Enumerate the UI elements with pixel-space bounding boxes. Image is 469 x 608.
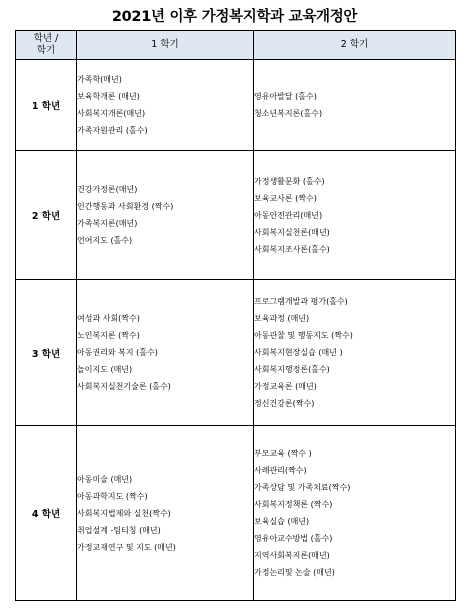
course-item: 사회복지현장실습 (매년 )	[254, 348, 343, 357]
semester-1-cell	[77, 280, 254, 426]
header-year-semester	[16, 31, 77, 60]
year-cell: 3 학년	[16, 280, 77, 426]
course-item: 가족자원관리 (홀수)	[77, 126, 148, 135]
header-year-semester-line1: 학년 /	[33, 33, 59, 44]
table-row	[16, 60, 456, 151]
header-semester-2: 2 학기	[254, 31, 456, 60]
course-item: 가정교육론 (매년)	[254, 382, 317, 391]
course-item: 놀이지도 (매년)	[77, 365, 133, 374]
semester-2-cell	[254, 280, 456, 426]
semester-2-cell	[254, 60, 456, 151]
course-item: 가정생활문화 (홀수)	[254, 176, 325, 186]
table-row	[16, 426, 456, 601]
semester-2-cell	[254, 151, 456, 280]
course-item: 사회복지실천기술론 (홀수)	[77, 382, 171, 391]
course-item: 사회복지행정론(홀수)	[254, 365, 330, 374]
course-list	[254, 173, 455, 258]
table-body	[16, 60, 456, 601]
year-cell: 2 학년	[16, 151, 77, 280]
course-item: 취업설계 -팀티칭 (매년)	[77, 525, 161, 535]
course-item: 아동권리와 복지 (홀수)	[77, 348, 158, 357]
course-item: 노인복지론 (짝수)	[77, 331, 140, 340]
course-item: 사회복지법제와 실천(짝수)	[77, 508, 171, 518]
year-cell: 4 학년	[16, 426, 77, 601]
curriculum-table	[15, 30, 456, 601]
table-row	[16, 151, 456, 280]
table-header-row	[16, 31, 456, 60]
course-item: 부모교육 (짝수 )	[254, 449, 312, 458]
course-list	[77, 181, 253, 249]
semester-1-cell	[77, 151, 254, 280]
course-item: 보육학개론 (매년)	[77, 92, 140, 101]
course-list	[77, 310, 253, 395]
course-item: 아동안전관리(매년)	[254, 210, 323, 220]
year-cell: 1 학년	[16, 60, 77, 151]
course-list	[254, 445, 455, 581]
semester-1-cell	[77, 426, 254, 601]
course-item: 사회복지실천론(매년)	[254, 227, 330, 237]
course-item: 영유아발달 (홀수)	[254, 92, 317, 101]
course-item: 아동관찰 및 행동지도 (짝수)	[254, 331, 353, 340]
course-list	[254, 88, 455, 122]
course-item: 사회복지정책론 (짝수)	[254, 500, 333, 509]
course-item: 가정논리및 논술 (매년)	[254, 568, 335, 577]
course-item: 가족복지론(매년)	[77, 219, 138, 228]
semester-1-cell	[77, 60, 254, 151]
course-item: 사회복지개론(매년)	[77, 109, 146, 118]
course-item: 청소년복지론(홀수)	[254, 109, 323, 118]
course-item: 가족학(매년)	[77, 75, 122, 84]
course-item: 보육실습 (매년)	[254, 517, 310, 526]
document-title: 2021년 이후 가정복지학과 교육개정안	[111, 9, 358, 25]
course-item: 여성과 사회(짝수)	[77, 314, 140, 323]
course-item: 프로그램개발과 평가(홀수)	[254, 297, 348, 306]
header-year-semester-line2: 학기	[36, 45, 56, 56]
course-item: 아동미술 (매년)	[77, 474, 133, 484]
header-semester-1: 1 학기	[77, 31, 254, 60]
course-list	[77, 71, 253, 139]
course-item: 지역사회복지론(매년)	[254, 551, 330, 560]
course-item: 가정교재연구 및 지도 (매년)	[77, 542, 176, 552]
course-list	[77, 471, 253, 556]
course-item: 가족상담 및 가족치료(짝수)	[254, 483, 351, 492]
table-row	[16, 280, 456, 426]
course-item: 보육교사론 (짝수)	[254, 193, 317, 203]
course-item: 아동과학지도 (짝수)	[77, 491, 148, 501]
course-item: 영유아교수방법 (홀수)	[254, 534, 333, 543]
course-item: 건강가정론(매년)	[77, 185, 138, 194]
course-list	[254, 293, 455, 412]
course-item: 보육과정 (매년)	[254, 314, 310, 323]
course-item: 정신건강론(짝수)	[254, 399, 315, 408]
course-item: 사례관리(짝수)	[254, 466, 307, 475]
course-item: 언어지도 (홀수)	[77, 236, 133, 245]
course-item: 인간행동과 사회환경 (짝수)	[77, 202, 174, 211]
semester-2-cell	[254, 426, 456, 601]
course-item: 사회복지조사론(홀수)	[254, 244, 330, 254]
